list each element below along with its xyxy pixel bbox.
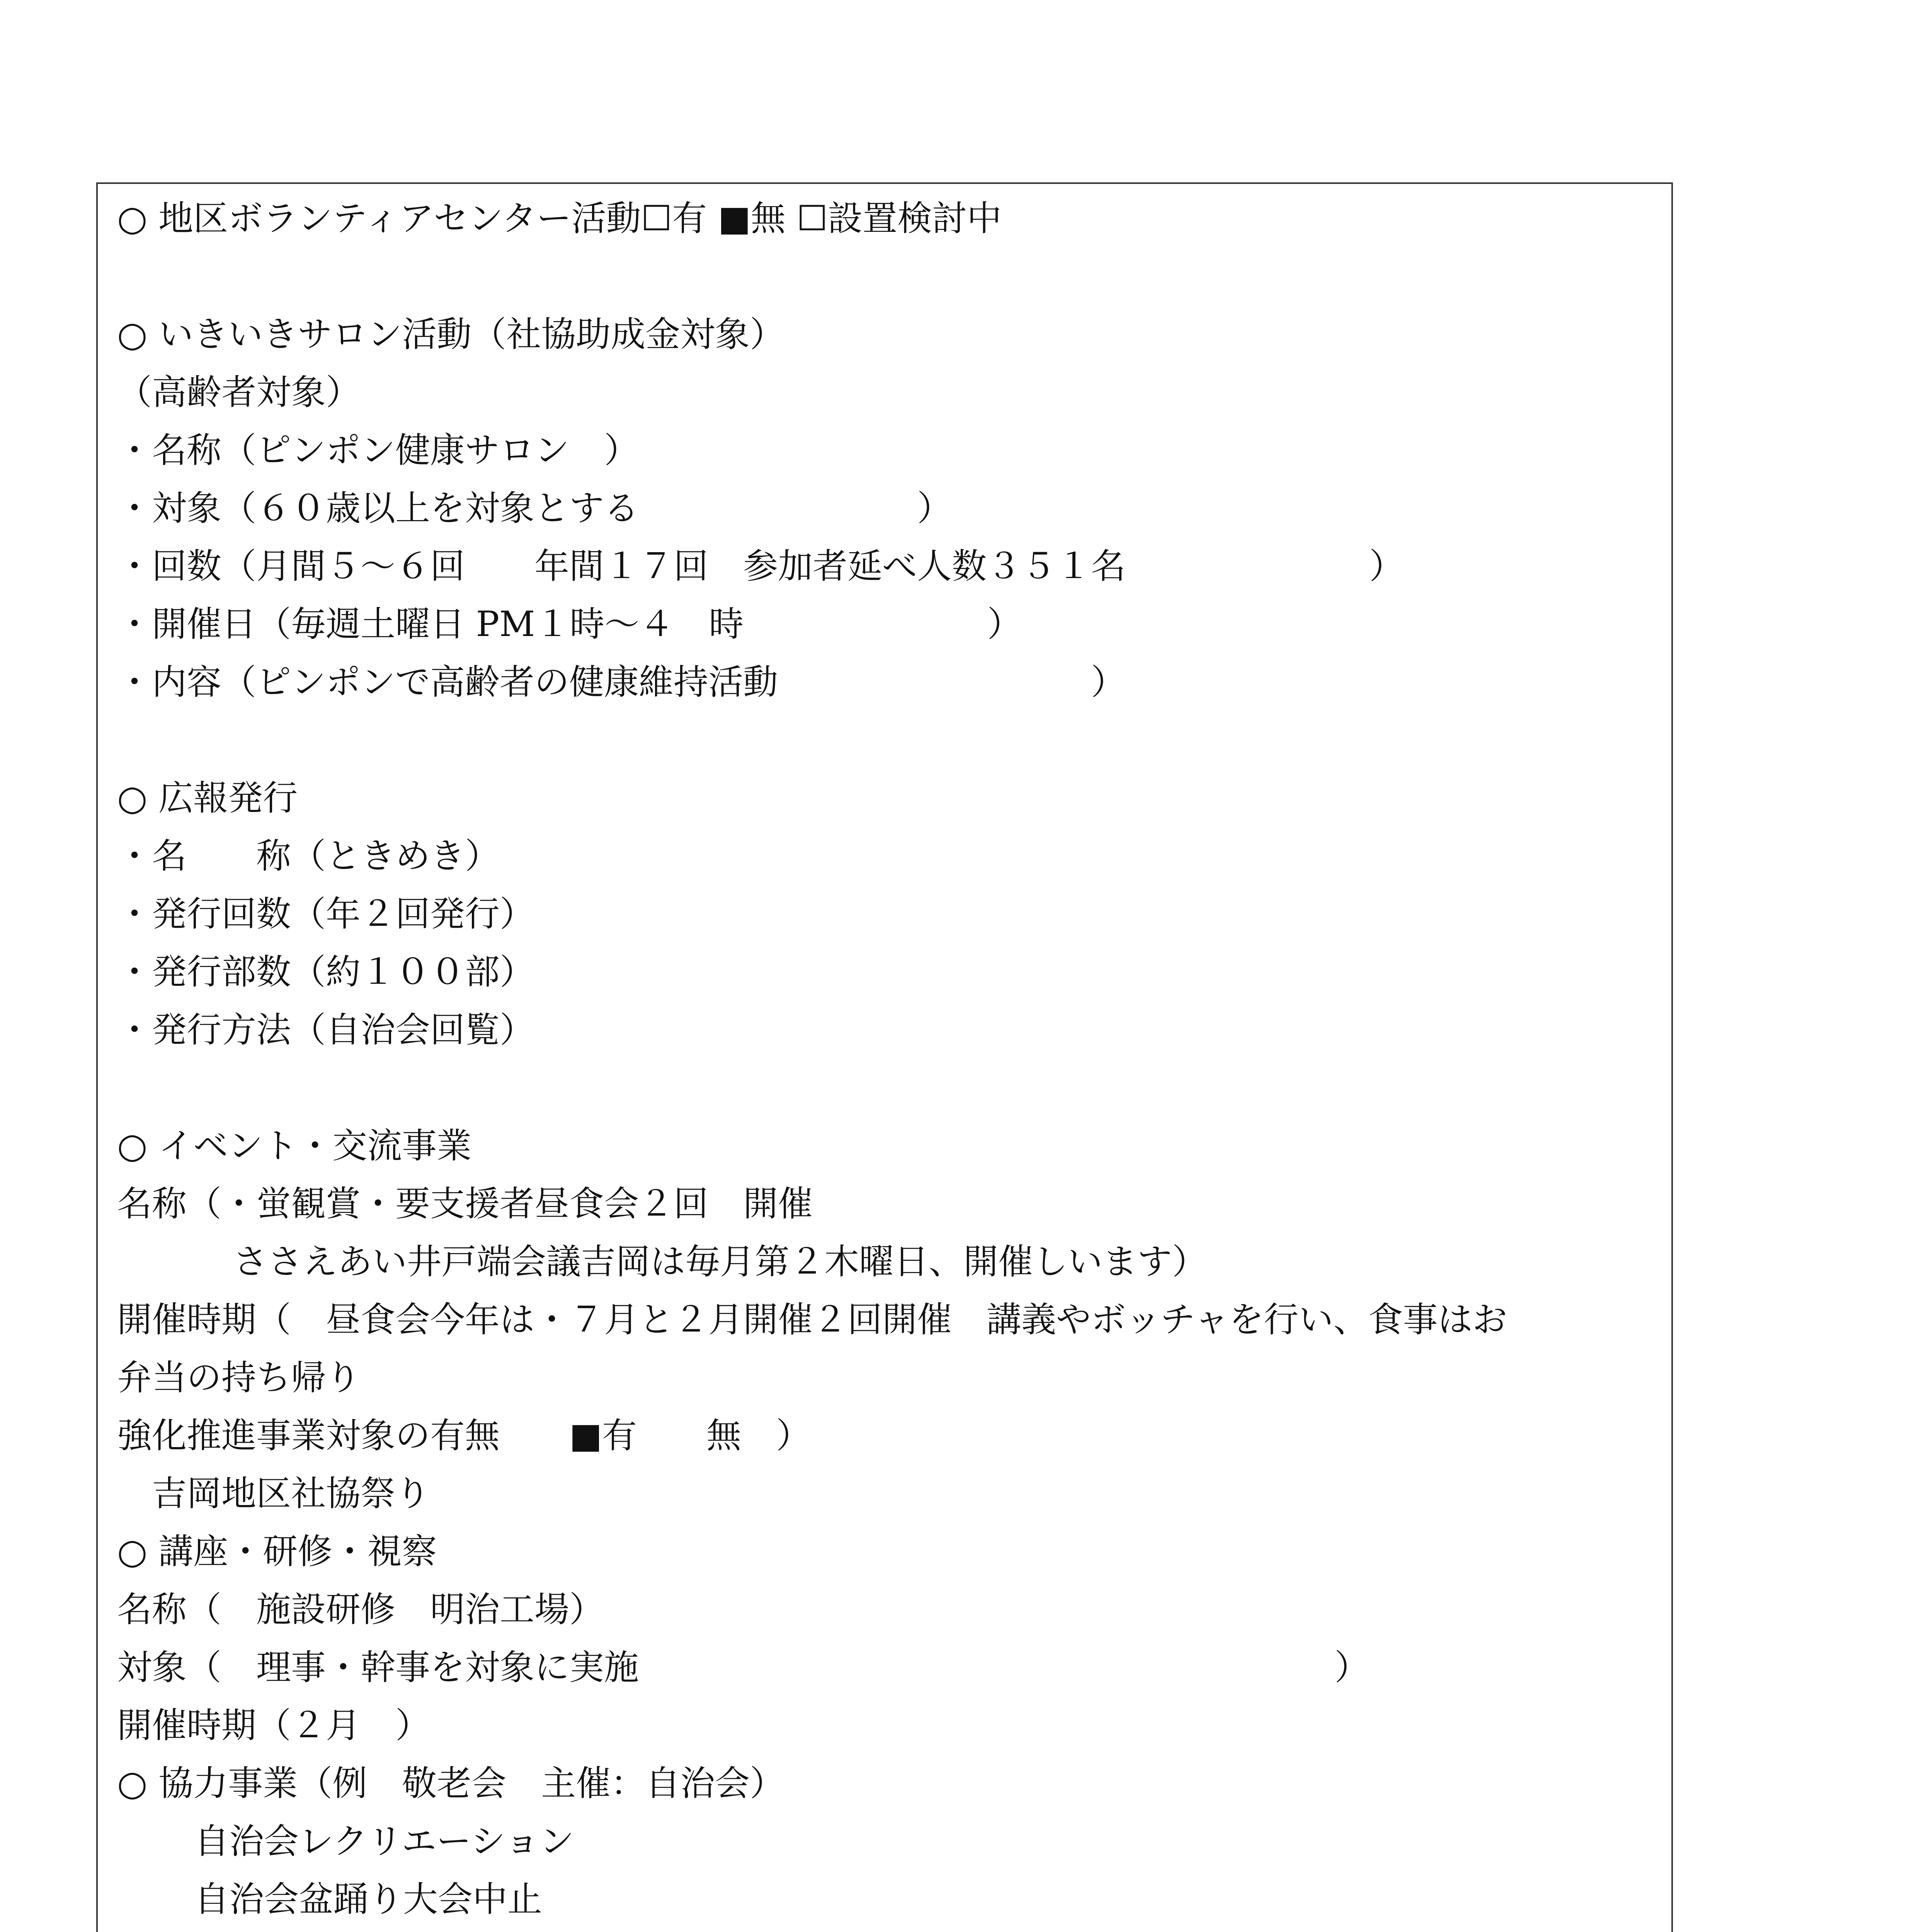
newsletter-frequency: ・発行回数（年２回発行） [117, 894, 534, 934]
seminar-period: 開催時期（２月 ） [117, 1705, 430, 1746]
event-name-continued: ささえあい井戸端会議吉岡は毎月第２木曜日、開催しいます） [233, 1242, 1207, 1282]
salon-target: ・対象（６０歳以上を対象とする ） [117, 488, 952, 529]
event-festival: 吉岡地区社協祭り [152, 1473, 430, 1514]
newsletter-method: ・発行方法（自治会回覧） [117, 1010, 534, 1050]
seminar-name: 名称（ 施設研修 明治工場） [117, 1589, 604, 1630]
salon-schedule: ・開催日（毎週土曜日 PM１時～４ 時 ） [117, 604, 1022, 645]
seminar-target: 対象（ 理事・幹事を対象に実施 ） [117, 1647, 1369, 1688]
cooperation-heading: ○ 協力事業（例 敬老会 主催：自治会） [117, 1763, 785, 1804]
event-period-continued: 弁当の持ち帰り [117, 1357, 361, 1398]
cooperation-item: 自治会盆踊り大会中止 [194, 1879, 542, 1920]
salon-target-group: （高齢者対象） [117, 372, 361, 413]
event-name: 名称（・蛍観賞・要支援者昼食会２回 開催 [117, 1184, 813, 1224]
salon-heading: ○ いきいきサロン活動（社協助成金対象） [117, 314, 785, 355]
volunteer-center-line: ○ 地区ボランティアセンター活動☐有 ■無 ☐設置検討中 [117, 198, 1002, 239]
salon-name: ・名称（ピンポン健康サロン ） [117, 430, 639, 471]
event-period: 開催時期（ 昼食会今年は・７月と２月開催２回開催 講義やボッチャを行い、食事はお [117, 1299, 1508, 1340]
salon-content: ・内容（ピンポンで高齢者の健康維持活動 ） [117, 662, 1126, 702]
seminar-heading: ○ 講座・研修・視察 [117, 1531, 437, 1572]
newsletter-name: ・名 称（ときめき） [117, 836, 500, 876]
newsletter-heading: ○ 広報発行 [117, 778, 298, 818]
cooperation-item: 自治会レクリエーション [194, 1821, 574, 1862]
newsletter-copies: ・発行部数（約１００部） [117, 952, 534, 992]
salon-frequency: ・回数（月間５～６回 年間１７回 参加者延べ人数３５１名 ） [117, 546, 1404, 587]
event-heading: ○ イベント・交流事業 [117, 1126, 472, 1166]
event-promotion-status: 強化推進事業対象の有無 ■有 無 ） [117, 1415, 811, 1456]
content-frame [96, 182, 1673, 1932]
